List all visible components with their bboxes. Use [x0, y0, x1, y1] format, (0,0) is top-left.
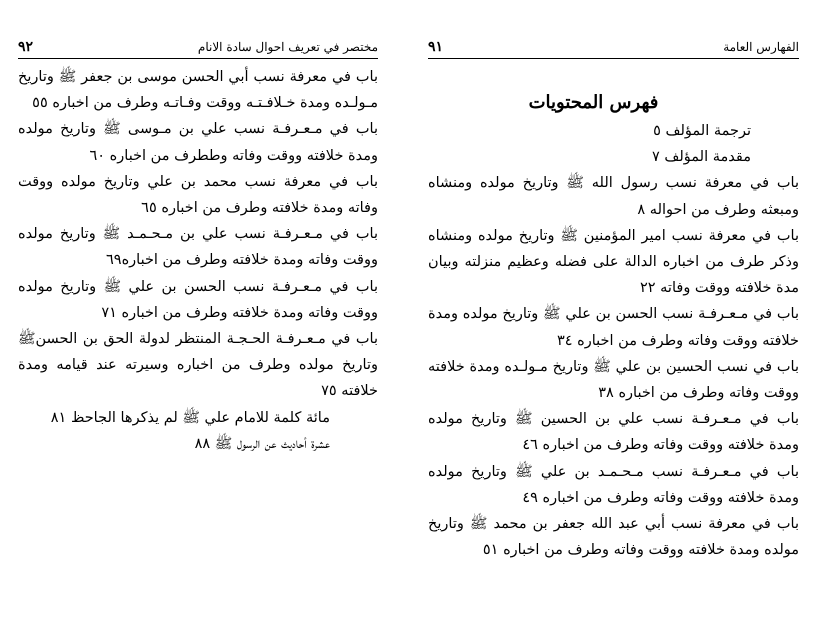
toc-entry: باب في نسب الحسين بن علي ﷺ وتاريخ مـولـده ومدة خلافته ووقت وفاته وطرف من اخباره ٣٨	[428, 358, 799, 402]
toc-entry: عشرة أحاديث عن الرسول ﷺ ٨٨	[194, 435, 330, 452]
left-toc-list	[18, 64, 378, 457]
toc-entry: باب في معرفة نسب امير المؤمنين ﷺ وتاريخ مولده ومنشاه وذكر طرف من اخباره الدالة على فضله وعظيم منزلته وبيان مدة خلافته ووقت وفاته ٢٢	[428, 227, 799, 297]
toc-entry: باب في معرفة نسب رسول الله ﷺ وتاريخ مولده ومنشاه ومبعثه وطرف من احواله ٨	[428, 175, 799, 218]
right-page-number: ٩١	[428, 39, 444, 55]
left-header-rule	[18, 58, 378, 59]
toc-entry: باب في مـعـرفـة نسب مـحـمـد بن علي ﷺ وتاريخ مولده ومدة خلافته ووقت وفاته وطرف من اخباره ٤٩	[428, 463, 799, 506]
toc-entry: باب في معرفة نسب أبي الحسن موسى بن جعفر ﷺ وتاريخ مـولـده ومدة خـلافـتـه ووقت وفـاتـه وطرف من اخباره ٥٥	[18, 69, 378, 112]
right-page	[428, 0, 799, 639]
right-page-header	[428, 38, 799, 56]
toc-entry: باب في مـعـرفـة نسب الحسن بن علي ﷺ وتاريخ مولده ووقت وفاته ومدة خلافته وطرف من اخباره ٧١	[18, 278, 378, 321]
right-header-rule	[428, 58, 799, 59]
toc-entry: باب في مـعـرفـة الحـجـة المنتظر لدولة الحق بن الحسنﷺ وتاريخ مولده وطرف من اخباره وسيرته عند قيامه ومدة خلافته ٧٥	[18, 331, 378, 400]
toc-entry: مقدمة المؤلف ٧	[651, 149, 751, 166]
left-page-header	[18, 38, 378, 56]
toc-entry: ترجمة المؤلف ٥	[653, 123, 751, 139]
right-header-title: الفهارس العامة	[723, 40, 799, 54]
toc-entry: باب في معرفة نسب محمد بن علي وتاريخ مولده ووقت وفاته ومدة خلافته وطرف من اخباره ٦٥	[18, 173, 378, 217]
left-header-title: مختصر في تعريف احوال سادة الانام	[197, 40, 378, 54]
toc-entry: باب في معرفة نسب أبي عبد الله جعفر بن محمد ﷺ وتاريخ مولده ومدة خلافته ووقت وفاته وطرف من اخباره ٥١	[428, 516, 799, 559]
toc-entry: باب في مـعـرفـة نسب علي بن مـحـمـد ﷺ وتاريخ مولده ووقت وفاته ومدة خلافته وطرف من اخباره٦٩	[18, 226, 378, 269]
toc-entry: باب في مـعـرفـة نسب علي بن الحسين ﷺ وتاريخ مولده ومدة خلافته ووقت وفاته وطرف من اخباره ٤٦	[428, 411, 799, 454]
right-toc-list	[428, 90, 799, 563]
toc-entry: مائة كلمة للامام علي ﷺ لم يذكرها الجاحظ ٨١	[50, 409, 330, 426]
toc-entry: باب في مـعـرفـة نسب علي بن مـوسى ﷺ وتاريخ مولده ومدة خلافته ووقت وفاته وططرف من اخباره ٦٠	[18, 121, 378, 164]
toc-heading: فهرس المحتويات	[528, 92, 659, 113]
left-page-number: ٩٢	[18, 39, 34, 55]
toc-entry: باب في مـعـرفـة نسب الحسن بن علي ﷺ وتاريخ مولده ومدة خلافته ووقت وفاته وطرف من اخباره ٣٤	[428, 306, 799, 349]
left-page	[18, 0, 378, 639]
